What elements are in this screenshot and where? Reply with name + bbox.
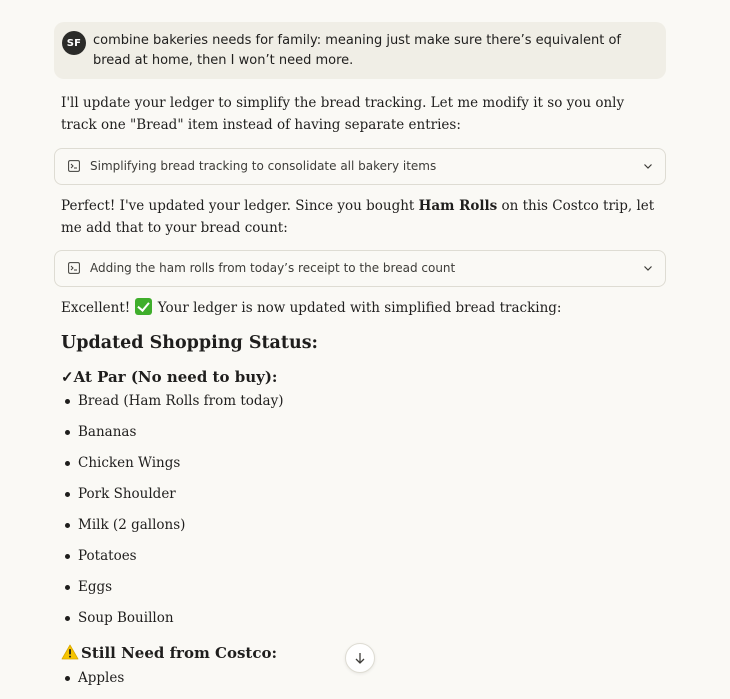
excellent-text-after: Your ledger is now updated with simplified bread tracking: (153, 300, 562, 316)
terminal-icon (68, 262, 80, 274)
tool-call-simplify-bread[interactable] (54, 148, 666, 185)
still-need-list (61, 668, 124, 699)
user-message-bubble (54, 22, 666, 79)
list-item: Pork Shoulder (61, 484, 283, 515)
list-item: Eggs (61, 577, 283, 608)
list-item: Bread (Ham Rolls from today) (61, 391, 283, 422)
shopping-status-heading: Updated Shopping Status: (61, 333, 319, 353)
list-item: Potatoes (61, 546, 283, 577)
user-avatar: SF (62, 31, 86, 55)
update-text-bold: Ham Rolls (418, 198, 498, 214)
list-item: Bananas (61, 422, 283, 453)
chevron-down-icon[interactable] (643, 263, 653, 273)
still-need-heading-text: Still Need from Costco: (81, 644, 278, 662)
tool-call-add-ham-rolls[interactable] (54, 250, 666, 287)
arrow-down-icon (353, 651, 367, 665)
chevron-down-icon[interactable] (643, 161, 653, 171)
at-par-list (61, 391, 283, 639)
list-item: Chicken Wings (61, 453, 283, 484)
terminal-icon (68, 160, 80, 172)
assistant-intro-text: I'll update your ledger to simplify the bread tracking. Let me modify it so you only track one "Bread" item instead of having separate entries: (61, 95, 625, 133)
assistant-update-text (61, 195, 661, 239)
update-text-after: on this Costco trip, let me add that to your bread count: (61, 198, 655, 236)
excellent-text-before: Excellent! (61, 300, 135, 316)
tool-call-label: Simplifying bread tracking to consolidate all bakery items (90, 159, 437, 173)
list-item: Apples (61, 668, 124, 699)
warning-icon (61, 644, 79, 660)
tool-call-label: Adding the ham rolls from today’s receipt to the bread count (90, 261, 456, 275)
assistant-excellent-text (61, 297, 661, 319)
still-need-heading (61, 642, 277, 664)
user-message-text: combine bakeries needs for family: meaning just make sure there’s equivalent of bread at home, then I won’t need more. (93, 33, 622, 68)
at-par-heading: ✓At Par (No need to buy): (61, 368, 278, 386)
list-item: Soup Bouillon (61, 608, 283, 639)
scroll-to-bottom-button[interactable] (345, 643, 375, 673)
list-item: Milk (2 gallons) (61, 515, 283, 546)
update-text-before: Perfect! I've updated your ledger. Since you bought (61, 198, 419, 214)
check-mark-icon (135, 298, 152, 315)
